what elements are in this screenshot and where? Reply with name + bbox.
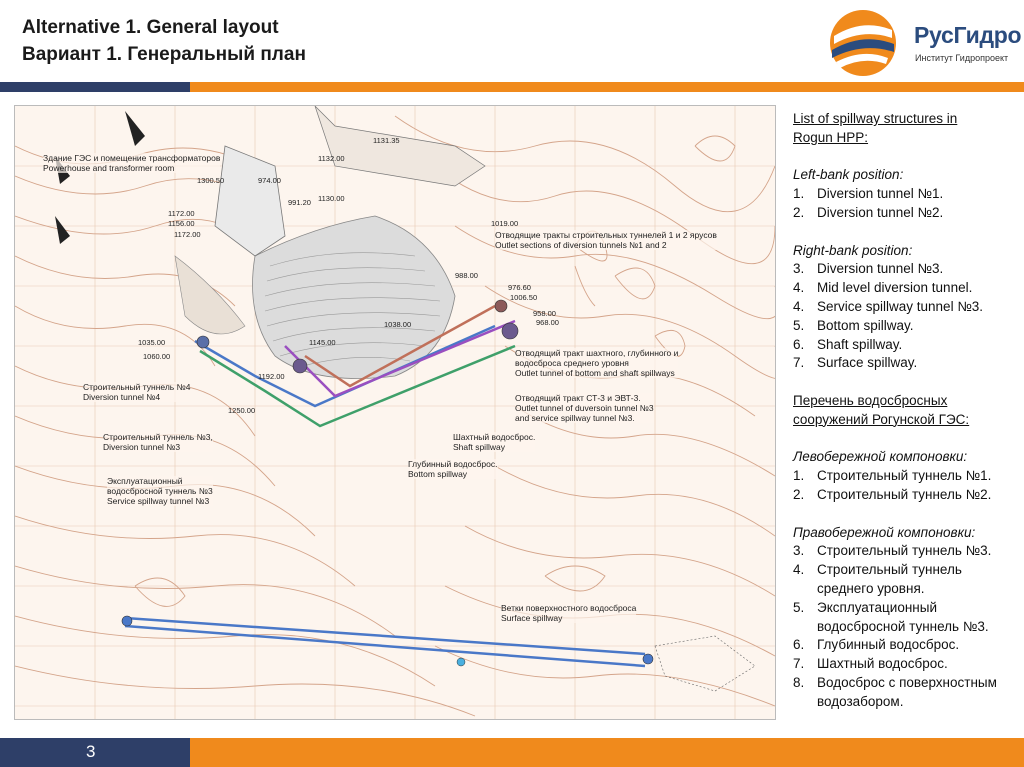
item-text: Строительный туннель №1. — [817, 468, 992, 484]
label-outlets-en: Outlet sections of diversion tunnels №1 and 2 — [495, 240, 667, 250]
item-text: Diversion tunnel №1. — [817, 186, 944, 202]
item-number: 2. — [793, 486, 805, 502]
list-item — [793, 354, 1024, 373]
section-marker-2 — [55, 216, 70, 244]
elevation-mark: 1145.00 — [309, 338, 336, 347]
label-diversion-tunnel-4 — [83, 382, 190, 402]
item-number: 5. — [793, 317, 805, 333]
label-shaft-ru: Шахтный водосброс. — [453, 432, 536, 442]
elevation-mark: 988.00 — [455, 271, 478, 280]
item-text: Service spillway tunnel №3. — [817, 298, 984, 314]
item-number: 6. — [793, 637, 805, 653]
left-bank-heading-ru: Левобережной компоновки: — [793, 449, 968, 465]
item-number: 3. — [793, 543, 805, 559]
dam-body — [253, 216, 456, 379]
elevation-mark: 1130.00 — [318, 194, 345, 203]
item-text: Diversion tunnel №2. — [817, 204, 944, 220]
item-text: Строительный туннель №3. — [817, 543, 992, 559]
elevation-mark: 974.00 — [258, 176, 281, 185]
surface-spillway-route-1 — [125, 618, 645, 654]
elevation-mark: 1060.00 — [143, 352, 171, 361]
rushydro-logo — [826, 6, 1024, 80]
list-item — [793, 636, 1024, 655]
label-dt4-ru: Строительный туннель №4 — [83, 382, 191, 392]
elevation-mark: 1172.00 — [168, 209, 195, 218]
label-dt3-ru: Строительный туннель №3, — [103, 432, 213, 442]
item-number: 8. — [793, 674, 805, 690]
item-text: Глубинный водосброс. — [817, 637, 960, 653]
right-bank-heading-en: Right-bank position: — [793, 242, 913, 258]
label-service-en: Service spillway tunnel №3 — [107, 496, 210, 506]
item-text: Эксплуатационный — [817, 599, 937, 615]
rushydro-emblem-icon — [826, 6, 900, 80]
elevation-mark: 1156.00 — [168, 219, 195, 228]
item-number: 7. — [793, 656, 805, 672]
elevation-mark: 976.60 — [508, 283, 531, 292]
item-number: 4. — [793, 298, 805, 314]
item-text: Водосброс с поверхностным — [817, 674, 997, 690]
item-text: Diversion tunnel №3. — [817, 261, 944, 277]
label-dt4-en: Diversion tunnel №4 — [83, 392, 161, 402]
label-outlets-1-2 — [495, 230, 717, 250]
label-bottom-en: Bottom spillway — [408, 469, 468, 479]
list-item — [793, 298, 1024, 317]
elevation-mark: 1132.00 — [318, 154, 345, 163]
elevation-mark: 1131.35 — [373, 136, 400, 145]
item-number: 1. — [793, 186, 805, 202]
title-russian: Вариант 1. Генеральный план — [22, 44, 306, 65]
right-bank-excavation — [175, 256, 245, 334]
page-number: 3 — [86, 742, 96, 761]
item-text: Шахтный водосброс. — [817, 656, 948, 672]
logo-subtitle: Институт Гидропроект — [915, 53, 1009, 63]
item-text-continued: водосбросной туннель №3. — [817, 618, 989, 634]
label-outlet-st3-en2: and service spillway tunnel №3. — [515, 413, 635, 423]
elevation-mark: 1192.00 — [258, 372, 285, 381]
elevation-mark: 1035.00 — [138, 338, 166, 347]
item-number: 1. — [793, 468, 805, 484]
list-item — [793, 279, 1024, 298]
label-outlet-shaft-en: Outlet tunnel of bottom and shaft spillways — [515, 368, 675, 378]
label-surface-spillway — [501, 603, 636, 623]
logo-name: РусГидро — [914, 22, 1022, 48]
label-powerhouse-ru: Здание ГЭС и помещение трансформаторов — [43, 153, 221, 163]
map-drawing — [15, 106, 775, 719]
list-item — [793, 561, 1024, 580]
label-outlets-ru: Отводящие тракты строительных туннелей 1 и 2 ярусов — [495, 230, 717, 240]
item-text: Shaft spillway. — [817, 336, 903, 352]
item-number: 4. — [793, 280, 805, 296]
label-shaft-spillway — [453, 432, 535, 452]
list-item — [793, 599, 1024, 618]
list-heading-en-2: Rogun HPP: — [793, 129, 869, 145]
spacer — [793, 430, 1024, 449]
powerhouse-block — [215, 146, 285, 256]
item-number: 3. — [793, 261, 805, 277]
label-surface-ru: Ветки поверхностного водосброса — [501, 603, 637, 613]
elevation-mark: 1006.50 — [510, 293, 538, 302]
list-item — [793, 674, 1024, 693]
label-service-spillway — [107, 476, 213, 506]
list-heading-ru-2: сооружений Рогунской ГЭС: — [793, 411, 970, 427]
list-item — [793, 317, 1024, 336]
label-powerhouse — [43, 153, 220, 173]
label-service-ru1: Эксплуатационный — [107, 476, 183, 486]
item-text-continued: водозабором. — [817, 693, 904, 709]
spacer — [793, 148, 1024, 167]
label-outlet-st3-ru: Отводящий тракт СТ-3 и ЭВТ-3. — [515, 393, 641, 403]
list-item — [793, 260, 1024, 279]
title-english: Alternative 1. General layout — [22, 17, 279, 38]
elevation-mark: 1300.50 — [197, 176, 225, 185]
label-bottom-ru: Глубинный водосброс. — [408, 459, 498, 469]
list-heading-ru-1: Перечень водосбросных — [793, 392, 948, 408]
item-number: 6. — [793, 336, 805, 352]
left-bank-heading-en: Left-bank position: — [793, 167, 904, 183]
label-bottom-spillway — [408, 459, 498, 479]
item-number: 7. — [793, 355, 805, 371]
north-arrow — [125, 111, 145, 146]
slide-title — [22, 14, 306, 68]
list-item — [793, 542, 1024, 561]
list-heading-en-1: List of spillway structures in — [793, 111, 958, 126]
item-text-continued: среднего уровня. — [817, 580, 925, 596]
item-text: Строительный туннель №2. — [817, 486, 992, 502]
elevation-mark: 991.20 — [288, 198, 311, 207]
spacer — [793, 223, 1024, 242]
label-diversion-tunnel-3 — [103, 432, 213, 452]
elevation-mark: 1038.00 — [384, 320, 412, 329]
elevation-mark: 1250.00 — [228, 406, 256, 415]
item-text: Строительный туннель — [817, 562, 962, 578]
item-text: Bottom spillway. — [817, 317, 914, 333]
spillway-structures-list — [793, 110, 1024, 712]
label-outlet-st3 — [515, 393, 654, 423]
outlet-plunge-pool — [655, 636, 755, 691]
label-powerhouse-en: Powerhouse and transformer room — [43, 163, 175, 173]
elevation-mark: 958.00 — [533, 309, 556, 318]
elevation-mark: 968.00 — [536, 318, 559, 327]
item-number: 2. — [793, 204, 805, 220]
general-layout-map — [14, 105, 776, 720]
list-item — [793, 467, 1024, 486]
elevation-mark: 1172.00 — [174, 230, 201, 239]
item-number: 4. — [793, 562, 805, 578]
footer-bar-orange — [190, 738, 1024, 767]
list-item — [793, 204, 1024, 223]
label-service-ru2: водосбросной туннель №3 — [107, 486, 213, 496]
spacer — [793, 373, 1024, 392]
list-item — [793, 336, 1024, 355]
list-item — [793, 185, 1024, 204]
item-text: Surface spillway. — [817, 355, 918, 371]
spacer — [793, 505, 1024, 524]
elevation-mark: 1019.00 — [491, 219, 519, 228]
label-outlet-shaft — [515, 348, 678, 378]
item-number: 5. — [793, 599, 805, 615]
crest-road — [315, 106, 485, 186]
list-item — [793, 486, 1024, 505]
right-bank-heading-ru: Правобережной компоновки: — [793, 524, 976, 540]
header-bar-orange — [190, 82, 1024, 92]
label-outlet-shaft-ru2: водосброса среднего уровня — [515, 358, 629, 368]
item-text: Mid level diversion tunnel. — [817, 280, 973, 296]
label-surface-en: Surface spillway — [501, 613, 563, 623]
label-outlet-st3-en1: Outlet tunnel of duversoin tunnel №3 — [515, 403, 654, 413]
label-outlet-shaft-ru1: Отводящий тракт шахтного, глубинного и — [515, 348, 679, 358]
list-item — [793, 655, 1024, 674]
label-shaft-en: Shaft spillway — [453, 442, 505, 452]
label-dt3-en: Diversion tunnel №3 — [103, 442, 181, 452]
header-bar-navy — [0, 82, 190, 92]
